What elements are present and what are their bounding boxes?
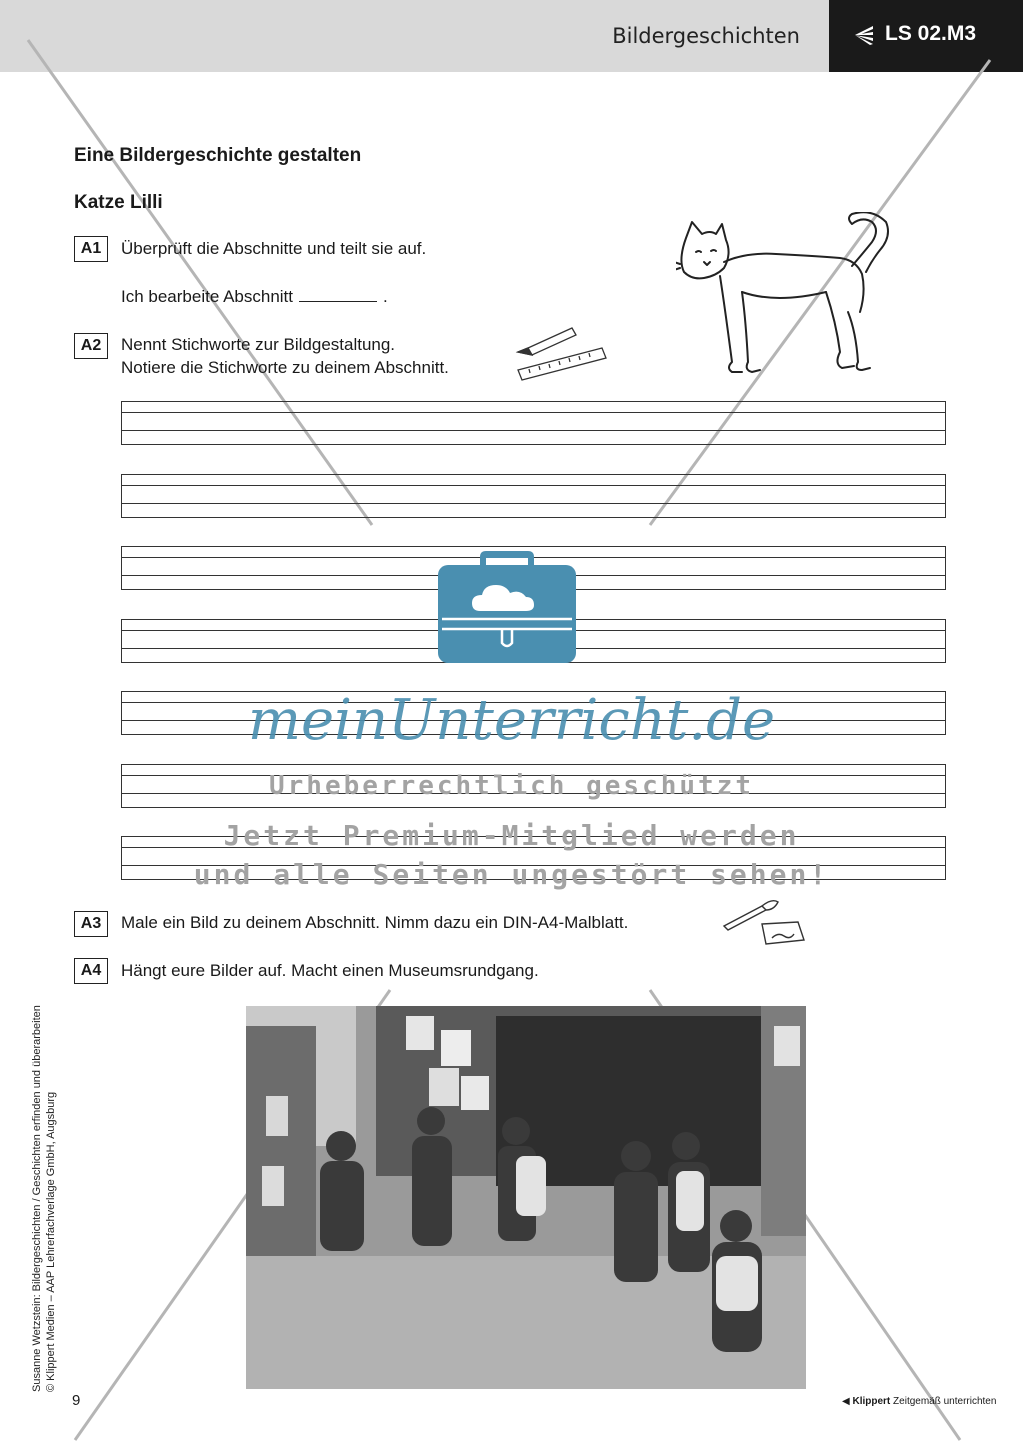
- copyright-side-text: [30, 1005, 58, 1392]
- briefcase-icon: [436, 551, 578, 663]
- publisher-credit: © Klippert Medien – AAP Lehrerfachverlage GmbH, Augsburg: [45, 1091, 57, 1392]
- klippert-logo-icon: [853, 24, 875, 46]
- section-number-blank[interactable]: [299, 287, 377, 302]
- footer-brand-name: Klippert: [852, 1396, 891, 1407]
- section-assignment: [121, 285, 388, 308]
- paintbrush-icon: [722, 896, 812, 948]
- footer-tagline: Zeitgemäß unterrichten: [893, 1396, 997, 1407]
- classroom-photo: [246, 1006, 806, 1389]
- task-label-a2: A2: [74, 333, 108, 359]
- watermark-brand: meinUnterricht.de: [247, 688, 776, 753]
- task-text-a2-line1: Nennt Stichworte zur Bildgestaltung.: [121, 335, 396, 354]
- task-text-a1: Überprüft die Abschnitte und teilt sie auf.: [121, 239, 427, 258]
- task-text-a3: Male ein Bild zu deinem Abschnitt. Nimm dazu ein DIN-A4-Malblatt.: [121, 913, 629, 932]
- task-label-a4: A4: [74, 958, 108, 984]
- task-text-a4: Hängt eure Bilder auf. Macht einen Museumsrundgang.: [121, 961, 539, 980]
- writing-lines-2[interactable]: [121, 474, 946, 518]
- worksheet-code: LS 02.M3: [885, 22, 977, 45]
- task-text-a2-line2: Notiere die Stichworte zu deinem Abschnitt.: [121, 358, 449, 377]
- page-title: Bildergeschichten: [612, 24, 800, 48]
- classroom-scene: [246, 1006, 806, 1389]
- watermark-copyright: Urheberrechtlich geschützt: [269, 771, 754, 801]
- watermark-unlock: und alle Seiten ungestört sehen!: [193, 858, 830, 891]
- worksheet-code-box: [829, 0, 1023, 72]
- story-title: Katze Lilli: [74, 192, 163, 213]
- page-number: 9: [72, 1392, 81, 1409]
- task-text-a2: [121, 333, 449, 379]
- klippert-small-icon: ◀: [842, 1396, 850, 1407]
- worksheet-heading: Eine Bildergeschichte gestalten: [74, 145, 362, 166]
- cat-illustration: [676, 212, 892, 382]
- section-assignment-label: Ich bearbeite Abschnitt: [121, 287, 294, 306]
- writing-lines-1[interactable]: [121, 401, 946, 445]
- author-credit: Susanne Wetzstein: Bildergeschichten / Geschichten erfinden und überarbeiten: [31, 1005, 43, 1392]
- section-assignment-end: .: [383, 287, 388, 306]
- pencil-ruler-icon: [514, 322, 610, 384]
- watermark-premium: Jetzt Premium-Mitglied werden: [223, 819, 800, 852]
- task-label-a1: A1: [74, 236, 108, 262]
- footer-brand: [842, 1396, 996, 1407]
- task-label-a3: A3: [74, 911, 108, 937]
